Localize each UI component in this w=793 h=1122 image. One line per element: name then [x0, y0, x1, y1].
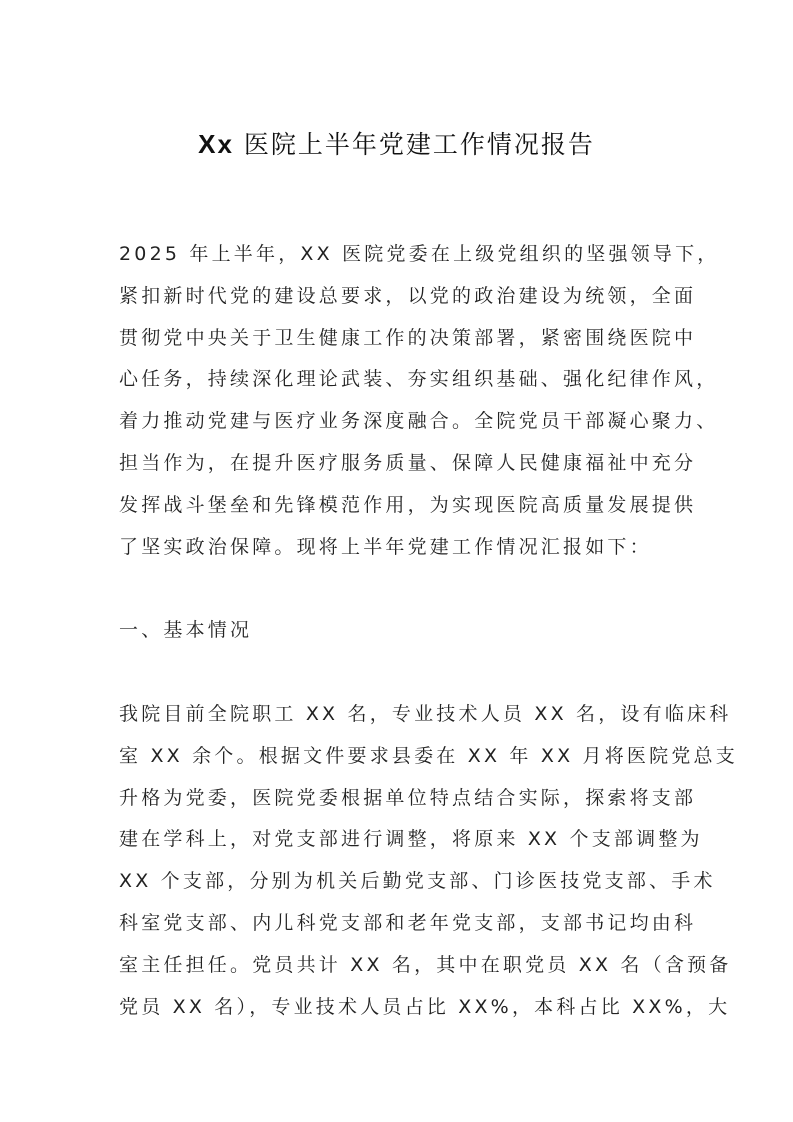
title-prefix: Xx	[198, 129, 234, 159]
document-title	[0, 126, 793, 163]
paragraph-line: 紧扣新时代党的建设总要求，以党的政治建设为统领，全面	[119, 284, 697, 307]
paragraph-line: 室主任担任。党员共计 XX 名，其中在职党员 XX 名（含预备	[119, 953, 732, 976]
paragraph-line: 室 XX 余个。根据文件要求县委在 XX 年 XX 月将医院党总支	[119, 744, 738, 767]
intro-paragraph	[119, 234, 720, 568]
paragraph-line: 心任务，持续深化理论武装、夯实组织基础、强化纪律作风，	[119, 368, 719, 391]
paragraph-line: 了坚实政治保障。现将上半年党建工作情况汇报如下：	[119, 535, 652, 558]
paragraph-line: 党员 XX 名），专业技术人员占比 XX%，本科占比 XX%，大	[119, 995, 731, 1018]
paragraph-line: 升格为党委，医院党委根据单位特点结合实际，探索将支部	[119, 786, 697, 809]
paragraph-line: XX 个支部，分别为机关后勤党支部、门诊医技党支部、手术	[119, 870, 716, 893]
paragraph-line: 着力推动党建与医疗业务深度融合。全院党员干部凝心聚力、	[119, 410, 719, 433]
paragraph-line: 2025 年上半年，XX 医院党委在上级党组织的坚强领导下，	[119, 243, 720, 265]
paragraph-line: 我院目前全院职工 XX 名，专业技术人员 XX 名，设有临床科	[119, 703, 732, 725]
paragraph-line: 担当作为，在提升医疗服务质量、保障人民健康福祉中充分	[119, 451, 697, 474]
title-text: 医院上半年党建工作情况报告	[233, 130, 595, 159]
paragraph-line: 建在学科上，对党支部进行调整，将原来 XX 个支部调整为	[119, 828, 703, 851]
paragraph-line: 科室党支部、内儿科党支部和老年党支部，支部书记均由科	[119, 911, 697, 934]
section-heading-basic-info: 一、基本情况	[119, 619, 253, 641]
basic-info-paragraph	[119, 694, 738, 1028]
paragraph-line: 发挥战斗堡垒和先锋模范作用，为实现医院高质量发展提供	[119, 493, 697, 516]
paragraph-line: 贯彻党中央关于卫生健康工作的决策部署，紧密围绕医院中	[119, 326, 697, 349]
